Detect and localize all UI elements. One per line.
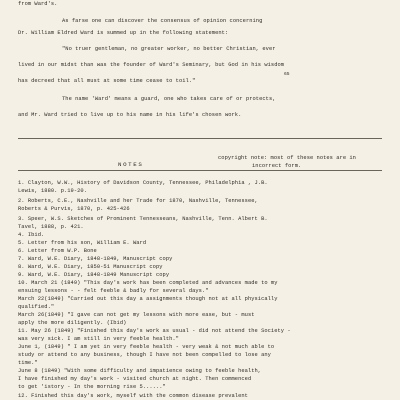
note-line: 3. Speer, W.S. Sketches of Prominent Tennesseans, Nashville, Tenn. Albert B.	[18, 216, 268, 222]
copyright-note-line1: copyright note: most of these notes are in	[218, 155, 356, 161]
note-line: 8. Ward, W.E. Diary, 1850-51 Manuscript copy	[18, 264, 163, 270]
intro-para1-line1: As farse one can discover the consensus of opinion concerning	[62, 18, 263, 24]
note-line: 5. Letter from his son, William E. Ward	[18, 240, 147, 246]
note-line: time."	[18, 360, 38, 366]
divider-top	[18, 138, 382, 139]
note-line: apply the more diligently. (Ibid)	[18, 320, 127, 326]
note-line: June 1, (1849) " I am yet in very feeble health - very weak & not much able to	[18, 344, 275, 350]
note-line: to get 'istory - In the morning rise 5......"	[18, 384, 166, 390]
note-line: qualified."	[18, 304, 55, 310]
note-line: 1. Clayton, W.W., History of Davidson County, Tennessee, Philadelphia , J.B.	[18, 180, 268, 186]
note-line: study or attend to any business, though I have not been compelled to lose any	[18, 352, 271, 358]
note-line: March 22(1849) "Carried out this day a assignments though not at all physically	[18, 296, 278, 302]
note-line: June 8 (1849) "With some difficulty and impatience owing to feeble health,	[18, 368, 262, 374]
note-line: 4. Ibid.	[18, 232, 45, 238]
intro-para1-line2: Dr. William Eldred Ward is summed up in the following statement:	[18, 30, 229, 36]
note-line: 2. Roberts, C.E., Nashville and her Trade for 1870, Nashville, Tennessee,	[18, 198, 258, 204]
intro-para2-line2: and Mr. Ward tried to live up to his name in his life's chosen work.	[18, 112, 242, 118]
quote-line3: has decreed that all must at some time cease to toil."	[18, 78, 196, 84]
note-line: March 26(1849) "I gave can not get my lessons with more ease, but - must	[18, 312, 255, 318]
footnote-mark: 65	[284, 72, 290, 77]
notes-title: NOTES	[118, 161, 144, 168]
note-line: Roberts & Purvis, 1870, p. 425-426	[18, 206, 130, 212]
intro-top-line: from Ward's.	[18, 1, 58, 7]
quote-line2: lived in our midst than was the founder of Ward's Seminary, but God in his wisdom	[18, 62, 285, 68]
note-line: 6. Letter from W.P. Bone	[18, 248, 97, 254]
divider-notes	[18, 170, 382, 171]
note-line: Lewis, 1880. p.19-20.	[18, 188, 87, 194]
note-line: I have finished my day's work - visited church at night. Then commenced	[18, 376, 252, 382]
note-line: Tavel, 1888, p. 421.	[18, 224, 84, 230]
note-line: 9. Ward, W.E. Diary, 1848-1849 Manuscript copy	[18, 272, 170, 278]
copyright-note-line2: incorrect form.	[252, 163, 302, 169]
note-line: was very sick. I am still in very feeble health."	[18, 336, 179, 342]
note-line: 7. Ward, W.E. Diary, 1848-1849, Manuscript copy	[18, 256, 173, 262]
note-line: ensuing lessons - - felt feeble & badly for several days."	[18, 288, 209, 294]
note-line: 10. March 21 (1849) "This day's work has been completed and advances made to my	[18, 280, 278, 286]
quote-line1: "No truer gentleman, no greater worker, no better Christian, ever	[62, 46, 276, 52]
intro-para2-line1: The name 'Ward' means a guard, one who takes care of or protects,	[62, 96, 276, 102]
note-line: 12. Finished this day's work, myself with the common disease prevalent	[18, 393, 248, 399]
note-line: 11. May 26 (1849) "Finished this day's work as usual - did not attend the Society -	[18, 328, 291, 334]
